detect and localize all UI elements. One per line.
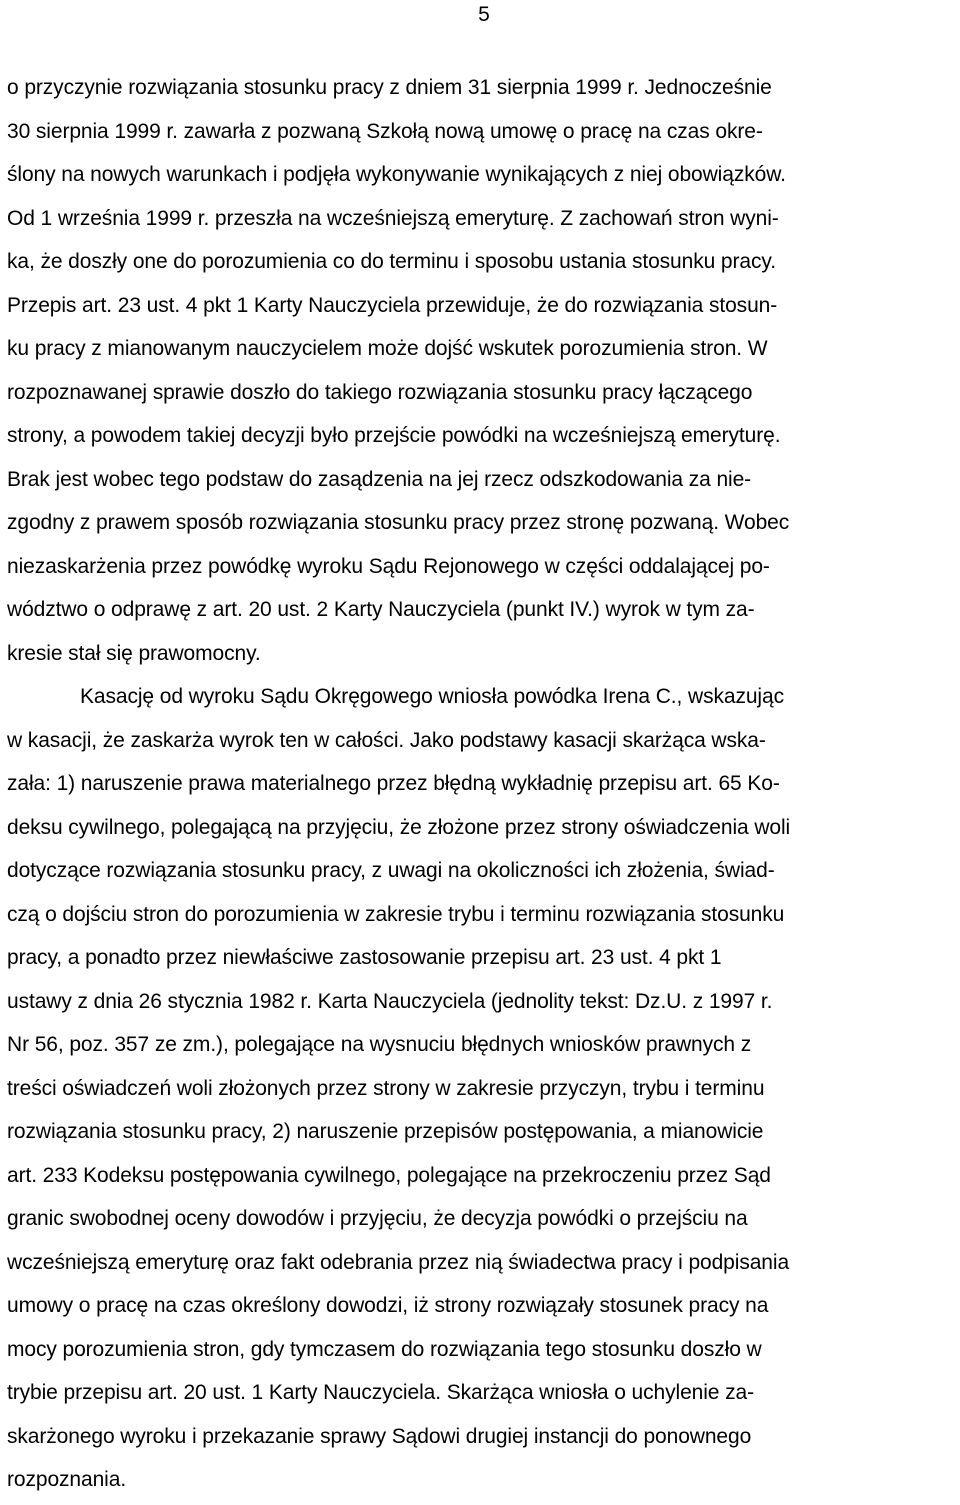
document-body xyxy=(7,66,960,1502)
text-line: ka, że doszły one do porozumienia co do terminu i sposobu ustania stosunku pracy. xyxy=(7,250,776,273)
text-line: wcześniejszą emeryturę oraz fakt odebrania przez nią świadectwa pracy i podpisania xyxy=(7,1250,790,1274)
text-line: strony, a powodem takiej decyzji było przejście powódki na wcześniejszą emeryturę. xyxy=(7,424,781,447)
page-number: 5 xyxy=(478,3,490,26)
text-line: deksu cywilnego, polegającą na przyjęciu, że złożone przez strony oświadczenia woli xyxy=(7,815,791,839)
text-line: pracy, a ponadto przez niewłaściwe zastosowanie przepisu art. 23 ust. 4 pkt 1 xyxy=(7,946,722,969)
text-line: umowy o pracę na czas określony dowodzi, iż strony rozwiązały stosunek pracy na xyxy=(7,1294,769,1317)
text-line: Od 1 września 1999 r. przeszła na wcześniejszą emeryturę. Z zachowań stron wyni- xyxy=(7,206,779,230)
text-line: niezaskarżenia przez powódkę wyroku Sądu Rejonowego w części oddalającej po- xyxy=(7,554,770,578)
text-line: granic swobodnej oceny dowodów i przyjęciu, że decyzja powódki o przejściu na xyxy=(7,1207,748,1230)
text-line: treści oświadczeń woli złożonych przez strony w zakresie przyczyn, trybu i terminu xyxy=(7,1076,765,1100)
text-line: skarżonego wyroku i przekazanie sprawy Sądowi drugiej instancji do ponownego xyxy=(7,1424,752,1448)
text-line: czą o dojściu stron do porozumienia w zakresie trybu i terminu rozwiązania stosunku xyxy=(7,902,785,926)
text-line: ustawy z dnia 26 stycznia 1982 r. Karta Nauczyciela (jednolity tekst: Dz.U. z 1997 r. xyxy=(7,989,773,1013)
text-line: kresie stał się prawomocny. xyxy=(7,641,261,665)
text-line: dotyczące rozwiązania stosunku pracy, z uwagi na okoliczności ich złożenia, świad- xyxy=(7,859,775,882)
text-line: mocy porozumienia stron, gdy tymczasem do rozwiązania tego stosunku doszło w xyxy=(7,1337,762,1361)
text-line: w kasacji, że zaskarża wyrok ten w całości. Jako podstawy kasacji skarżąca wska- xyxy=(7,728,766,752)
text-line: o przyczynie rozwiązania stosunku pracy z dniem 31 sierpnia 1999 r. Jednocześnie xyxy=(7,76,772,99)
text-line: zgodny z prawem sposób rozwiązania stosunku pracy przez stronę pozwaną. Wobec xyxy=(7,511,790,534)
text-line: Brak jest wobec tego podstaw do zasądzenia na jej rzecz odszkodowania za nie- xyxy=(7,467,752,491)
text-line: rozpoznania. xyxy=(7,1468,127,1491)
text-line: rozpoznawanej sprawie doszło do takiego rozwiązania stosunku pracy łączącego xyxy=(7,380,753,404)
text-line: zała: 1) naruszenie prawa materialnego przez błędną wykładnię przepisu art. 65 Ko- xyxy=(7,772,780,795)
text-line: ślony na nowych warunkach i podjęła wykonywanie wynikających z niej obowiązków. xyxy=(7,163,786,186)
text-line: rozwiązania stosunku pracy, 2) naruszenie przepisów postępowania, a mianowicie xyxy=(7,1120,764,1143)
text-line: wództwo o odprawę z art. 20 ust. 2 Karty Nauczyciela (punkt IV.) wyrok w tym za- xyxy=(7,598,755,621)
paragraph-start-line: Kasację od wyroku Sądu Okręgowego wniosła powódka Irena C., wskazując xyxy=(80,685,784,708)
text-line: 30 sierpnia 1999 r. zawarła z pozwaną Szkołą nową umowę o pracę na czas okre- xyxy=(7,119,763,143)
text-line: ku pracy z mianowanym nauczycielem może dojść wskutek porozumienia stron. W xyxy=(7,337,768,360)
text-line: trybie przepisu art. 20 ust. 1 Karty Nauczyciela. Skarżąca wniosła o uchylenie za- xyxy=(7,1381,754,1404)
text-line: art. 233 Kodeksu postępowania cywilnego, polegające na przekroczeniu przez Sąd xyxy=(7,1163,771,1187)
text-line: Przepis art. 23 ust. 4 pkt 1 Karty Nauczyciela przewiduje, że do rozwiązania stosun- xyxy=(7,293,778,317)
text-line: Nr 56, poz. 357 ze zm.), polegające na wysnuciu błędnych wniosków prawnych z xyxy=(7,1033,752,1056)
